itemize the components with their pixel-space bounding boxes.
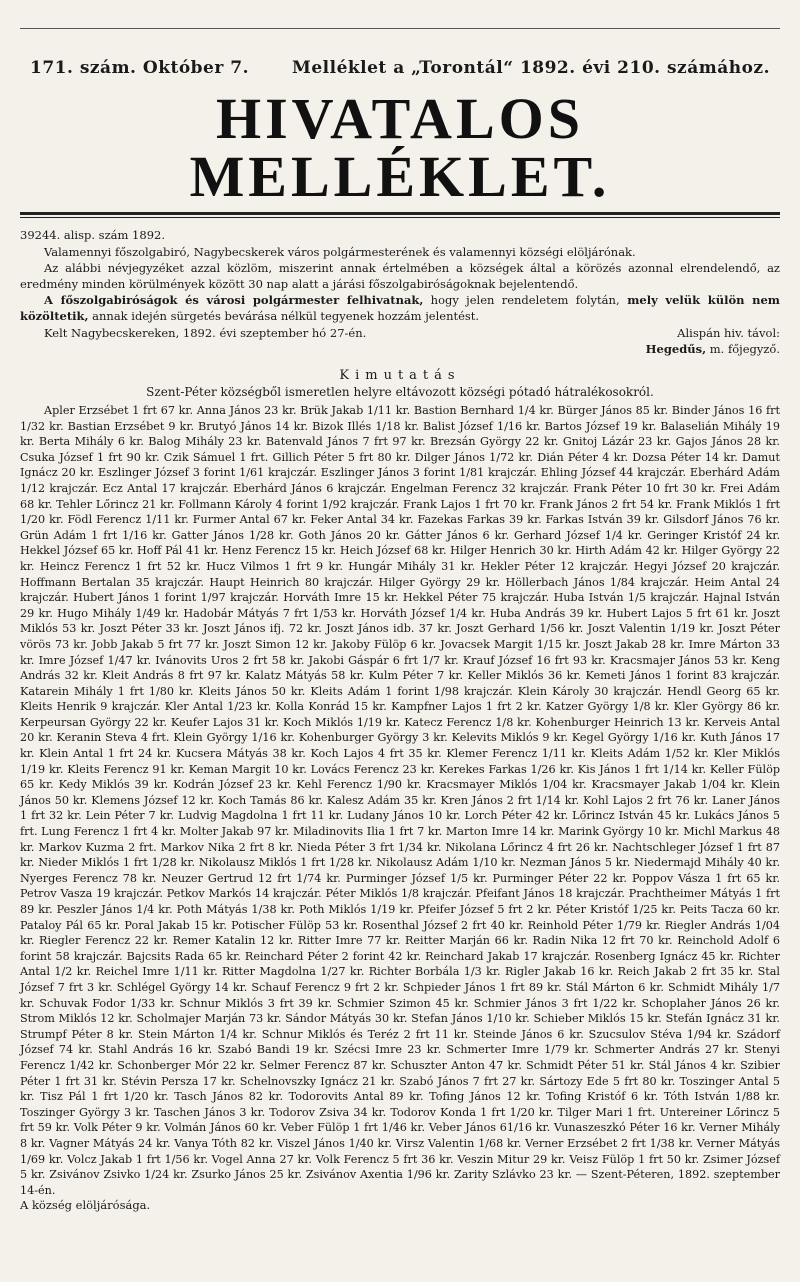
addressee: Valamennyi főszolgabiró, Nagybecskerek város polgármesterének és valamennyi községi elöljárónak.: [44, 245, 636, 259]
issue-info: 171. szám. Október 7.: [30, 58, 249, 78]
list-subtitle: Szent-Péter községből ismeretlen helyre eltávozott községi pótadó hátralékosokról.: [146, 385, 654, 399]
notice-date: Kelt Nagybecskereken, 1892. évi szeptember hó 27-én.: [44, 326, 367, 340]
signature-name: Hegedűs,: [645, 342, 707, 356]
masthead-line: [20, 58, 780, 78]
notice-body-1: Az alábbi névjegyzéket azzal közlöm, miszerint annak értelmében a községek által a körözés azonnal elrendelendő, az eredmény minden körülmények között 30 nap alatt a járási főszolgabiróságoknak bejelentendő.: [20, 261, 780, 291]
date-signature-row: [20, 326, 780, 340]
title-rule: [20, 212, 780, 218]
arrears-list: Apler Erzsébet 1 frt 67 kr. Anna János 23 kr. Brük Jakab 1/11 kr. Bastion Bernhard 1/4 kr. Bürger János 85 kr. Binder János 16 frt 1/32 kr. Bastian Erzsébet 9 kr. Brutyó János 14 kr. Bizok Illés 1/18 kr. Balist József 1/16 kr. Bartos József 19 kr. Balaselián Mihály 19 kr. Berta Mihály 6 kr. Balog Mihály 23 kr. Batenvald János 7 frt 97 kr. Brezsán György 22 kr. Gnitoj Lázár 23 kr. Gajos János 28 kr. Csuka József 1 frt 90 kr. Czik Sámuel 1 frt. Gillich Péter 5 frt 80 kr. Dilger János 1/72 kr. Dián Péter 4 kr. Dozsa Péter 14 kr. Damut Ignácz 20 kr. Eszlinger József 3 forint 1/61 krajczár. Eszlinger János 3 forint 1/81 krajczár. Ehling József 44 krajczár. Eberhárd Adám 1/12 krajczár. Ecz Antal 17 krajczár. Eberhárd János 6 krajczár. Engelman Ferencz 32 krajczár. Frank Péter 10 frt 30 kr. Frei Adám 68 kr. Tehler Lőrincz 21 kr. Follmann Károly 4 forint 1/92 krajczár. Frank Lajos 1 frt 70 kr. Frank János 2 frt 54 kr. Frank Miklós 1 frt 1/20 kr. Födl Ferencz 1/11 kr. Furmer Antal 67 kr. Feker Antal 34 kr. Fazekas Farkas 39 kr. Farkas István 39 kr. Gilsdorf János 76 kr. Grün Adám 1 frt 1/16 kr. Gatter János 1/28 kr. Goth János 20 kr. Gátter János 6 kr. Gerhard József 1/4 kr. Geringer Kristóf 24 kr. Hekkel József 65 kr. Hoff Pál 41 kr. Henz Ferencz 15 kr. Heich József 68 kr. Hilger Henrich 30 kr. Hirth Adám 42 kr. Hilger György 22 kr. Heincz Ferencz 1 frt 52 kr. Hucz Vilmos 1 frt 9 kr. Hungár Mihály 31 kr. Hekler Péter 12 krajczár. Hegyi József 20 krajczár. Hoffmann Bertalan 35 krajczár. Haupt Heinrich 80 krajczár. Hilger György 29 kr. Höllerbach János 1/84 krajczár. Heim Antal 24 krajczár. Hubert János 1 forint 1/97 krajczár. Horváth Imre 15 kr. Hekkel Péter 75 krajczár. Huba István 1/5 krajczár. Hajnal István 29 kr. Hugo Mihály 1/49 kr. Hadobár Mátyás 7 frt 1/53 kr. Horváth József 1/4 kr. Huba András 39 kr. Hubert Lajos 5 frt 61 kr. Joszt Miklós 53 kr. Joszt Péter 33 kr. Joszt János ifj. 72 kr. Joszt János idb. 37 kr. Joszt Gerhard 1/56 kr. Joszt Valentin 1/19 kr. Joszt Péter vörös 73 kr. Jobb Jakab 5 frt 77 kr. Joszt Simon 12 kr. Jakoby Fülöp 6 kr. Jovacsek Margit 1/15 kr. Joszt Jakab 28 kr. Imre Márton 33 kr. Imre József 1/47 kr. Ivánovits Uros 2 frt 58 kr. Jakobi Gáspár 6 frt 1/7 kr. Krauf József 16 frt 93 kr. Kracsmajer János 53 kr. Keng András 32 kr. Kleit András 8 frt 97 kr. Kalatz Mátyás 58 kr. Kulm Péter 7 kr. Keller Miklós 36 kr. Kemeti János 1 forint 83 krajczár. Katarein Mihály 1 frt 1/80 kr. Kleits János 50 kr. Kleits Adám 1 forint 1/98 krajczár. Klein Károly 30 krajczár. Hendl Georg 65 kr. Kleits Henrik 9 krajczár. Kler Antal 1/23 kr. Kolla Konrád 15 kr. Kampfner Lajos 1 frt 2 kr. Katzer György 1/8 kr. Kler György 86 kr. Kerpeursan György 22 kr. Keufer Lajos 31 kr. Koch Miklós 1/19 kr. Katecz Ferencz 1/8 kr. Kohenburger Heinrich 13 kr. Kerveis Antal 20 kr. Keranin Steva 4 frt. Klein György 1/16 kr. Kohenburger György 3 kr. Kelevits Miklós 9 kr. Kegel György 1/16 kr. Kuth János 17 kr. Klein Antal 1 frt 24 kr. Kucsera Mátyás 38 kr. Koch Lajos 4 frt 35 kr. Klemer Ferencz 1/11 kr. Kleits Adám 1/52 kr. Kler Miklós 1/19 kr. Kleits Ferencz 91 kr. Keman Margit 10 kr. Lovács Ferencz 23 kr. Kerekes Farkas 1/26 kr. Kis János 1 frt 1/14 kr. Keller Fülöp 65 kr. Kedy Miklós 39 kr. Kodrán József 23 kr. Kehl Ferencz 1/90 kr. Kracsmayer Miklós 1/04 kr. Kracsmayer Jakab 1/04 kr. Klein János 50 kr. Klemens József 12 kr. Koch Tamás 86 kr. Kalesz Adám 35 kr. Kren János 2 frt 1/14 kr. Kohl Lajos 2 frt 76 kr. Laner János 1 frt 32 kr. Lein Péter 7 kr. Ludvig Magdolna 1 frt 11 kr. Ludany János 10 kr. Lorch Péter 42 kr. Lőrincz István 45 kr. Lukács János 5 frt. Lung Ferencz 1 frt 4 kr. Molter Jakab 97 kr. Miladinovits Ilia 1 frt 7 kr. Marton Imre 14 kr. Marink György 10 kr. Michl Markus 48 kr. Markov Kuzma 2 frt. Markov Nika 2 frt 8 kr. Nieda Péter 3 frt 1/34 kr. Nikolana Lőrincz 4 frt 26 kr. Nachtschleger József 1 frt 87 kr. Nieder Miklós 1 frt 1/28 kr. Nikolausz Miklós 1 frt 1/28 kr. Nikolausz Adám 1/10 kr. Nezman János 5 kr. Niedermajd Mihály 40 kr. Nyerges Ferencz 78 kr. Neuzer Gertrud 12 frt 1/74 kr. Purminger József 1/5 kr. Purminger Péter 22 kr. Poppov Vásza 1 frt 65 kr. Petrov Vasza 19 krajczár. Petkov Markós 14 krajczár. Péter Miklós 1/8 krajczár. Pfeifant János 18 krajczár. Prachtheimer Mátyás 1 frt 89 kr. Peszler János 1/4 kr. Poth Mátyás 1/38 kr. Poth Miklós 1/19 kr. Pfeifer József 5 frt 2 kr. Péter Kristóf 1/25 kr. Peits Tacza 60 kr. Pataloy Pál 65 kr. Poral Jakab 15 kr. Potischer Fülöp 53 kr. Rosenthal József 2 frt 40 kr. Reinhold Péter 1/79 kr. Riegler András 1/04 kr. Riegler Ferencz 22 kr. Remer Katalin 12 kr. Ritter Imre 77 kr. Reitter Marján 66 kr. Radin Nika 12 frt 70 kr. Reinchold Adolf 6 forint 58 krajczár. Bajcsits Rada 65 kr. Reinchard Péter 2 forint 42 kr. Reinchard Jakab 17 krajczár. Rosenberg Ignácz 45 kr. Richter Antal 1/2 kr. Reichel Imre 1/11 kr. Ritter Magdolna 1/27 kr. Richter Borbála 1/3 kr. Rigler Jakab 16 kr. Reich Jakab 2 frt 35 kr. Stal József 7 frt 3 kr. Schlégel György 14 kr. Schauf Ferencz 9 frt 2 kr. Schpieder János 1 frt 89 kr. Stál Márton 6 kr. Schmidt Mihály 1/7 kr. Schuvak Fodor 1/33 kr. Schnur Miklós 3 frt 39 kr. Schmier Szimon 45 kr. Schmier János 3 frt 1/22 kr. Schoplaher János 26 kr. Strom Miklós 12 kr. Scholmajer Marján 73 kr. Sándor Mátyás 30 kr. Stefan János 1/10 kr. Schieber Miklós 15 kr. Stefán Ignácz 31 kr. Strumpf Péter 8 kr. Stein Márton 1/4 kr. Schnur Miklós és Teréz 2 frt 11 kr. Steinde János 6 kr. Szucsulov Stéva 1/94 kr. Szádorf József 74 kr. Stahl András 16 kr. Szabó Bandi 19 kr. Szécsi Imre 23 kr. Schmerter Imre 1/79 kr. Schmerter András 27 kr. Stenyi Ferencz 1/42 kr. Schonberger Mór 22 kr. Selmer Ferencz 87 kr. Schuszter Anton 47 kr. Schmidt Péter 51 kr. Stál János 4 kr. Szibier Péter 1 frt 31 kr. Stévin Persza 17 kr. Schelnovszky Ignácz 21 kr. Szabó János 7 frt 27 kr. Sártozy Ede 5 frt 80 kr. Toszinger Antal 5 kr. Tisz Pál 1 frt 1/20 kr. Tasch János 82 kr. Todorovits Antal 89 kr. Tofing János 12 kr. Tofing Kristóf 6 kr. Tóth István 1/88 kr. Toszinger György 3 kr. Taschen János 3 kr. Todorov Zsiva 34 kr. Todorov Konda 1 frt 1/20 kr. Tilger Mari 1 frt. Untereiner Lőrincz 5 frt 59 kr. Volk Péter 9 kr. Volmán János 60 kr. Veber Fülöp 1 frt 1/46 kr. Veber János 61/16 kr. Vunaszeszkó Péter 16 kr. Verner Mihály 8 kr. Vagner Mátyás 24 kr. Vanya Tóth 82 kr. Viszel János 1/40 kr. Virsz Valentin 1/68 kr. Verner Erzsébet 2 frt 1/38 kr. Verner Mátyás 1/69 kr. Volcz Jakab 1 frt 1/56 kr. Vogel Anna 27 kr. Volk Ferencz 5 frt 36 kr. Veszin Mitur 29 kr. Veisz Fülöp 1 frt 50 kr. Zsimer József 5 kr. Zsivánov Zsivko 1/24 kr. Zsurko János 25 kr. Zsivánov Axentia 1/96 kr. Zarity Szlávko 23 kr. — Szent-Péteren, 1892. szeptember 14-én.: [20, 404, 780, 1197]
list-title: Kimutatás: [339, 368, 461, 383]
top-rule: [20, 28, 780, 29]
notice-bold-1: A főszolgabiróságok és városi polgármester felhivatnak,: [44, 293, 424, 307]
notice-body-2: A főszolgabiróságok és városi polgármester felhivatnak, hogy jelen rendeletem folytán, mely velük külön nem közöltetik, annak idején sürgetés bevárása nélkül tegyenek hozzám jelentést.: [20, 293, 780, 323]
signature-title: Alispán hiv. távol:: [677, 326, 780, 340]
notice-bold-2: mely velük külön nem közöltetik,: [20, 293, 780, 323]
closing-signature: A község elöljárósága.: [20, 1198, 151, 1213]
page-title: HIVATALOS MELLÉKLET.: [189, 86, 611, 209]
reference-number: 39244. alisp. szám 1892.: [20, 228, 165, 242]
supplement-info: Melléklet a „Torontál“ 1892. évi 210. számához.: [292, 58, 770, 78]
newspaper-page: [20, 0, 780, 1212]
signature: Hegedűs, m. főjegyző.: [645, 342, 780, 356]
signature-row: [20, 342, 780, 356]
